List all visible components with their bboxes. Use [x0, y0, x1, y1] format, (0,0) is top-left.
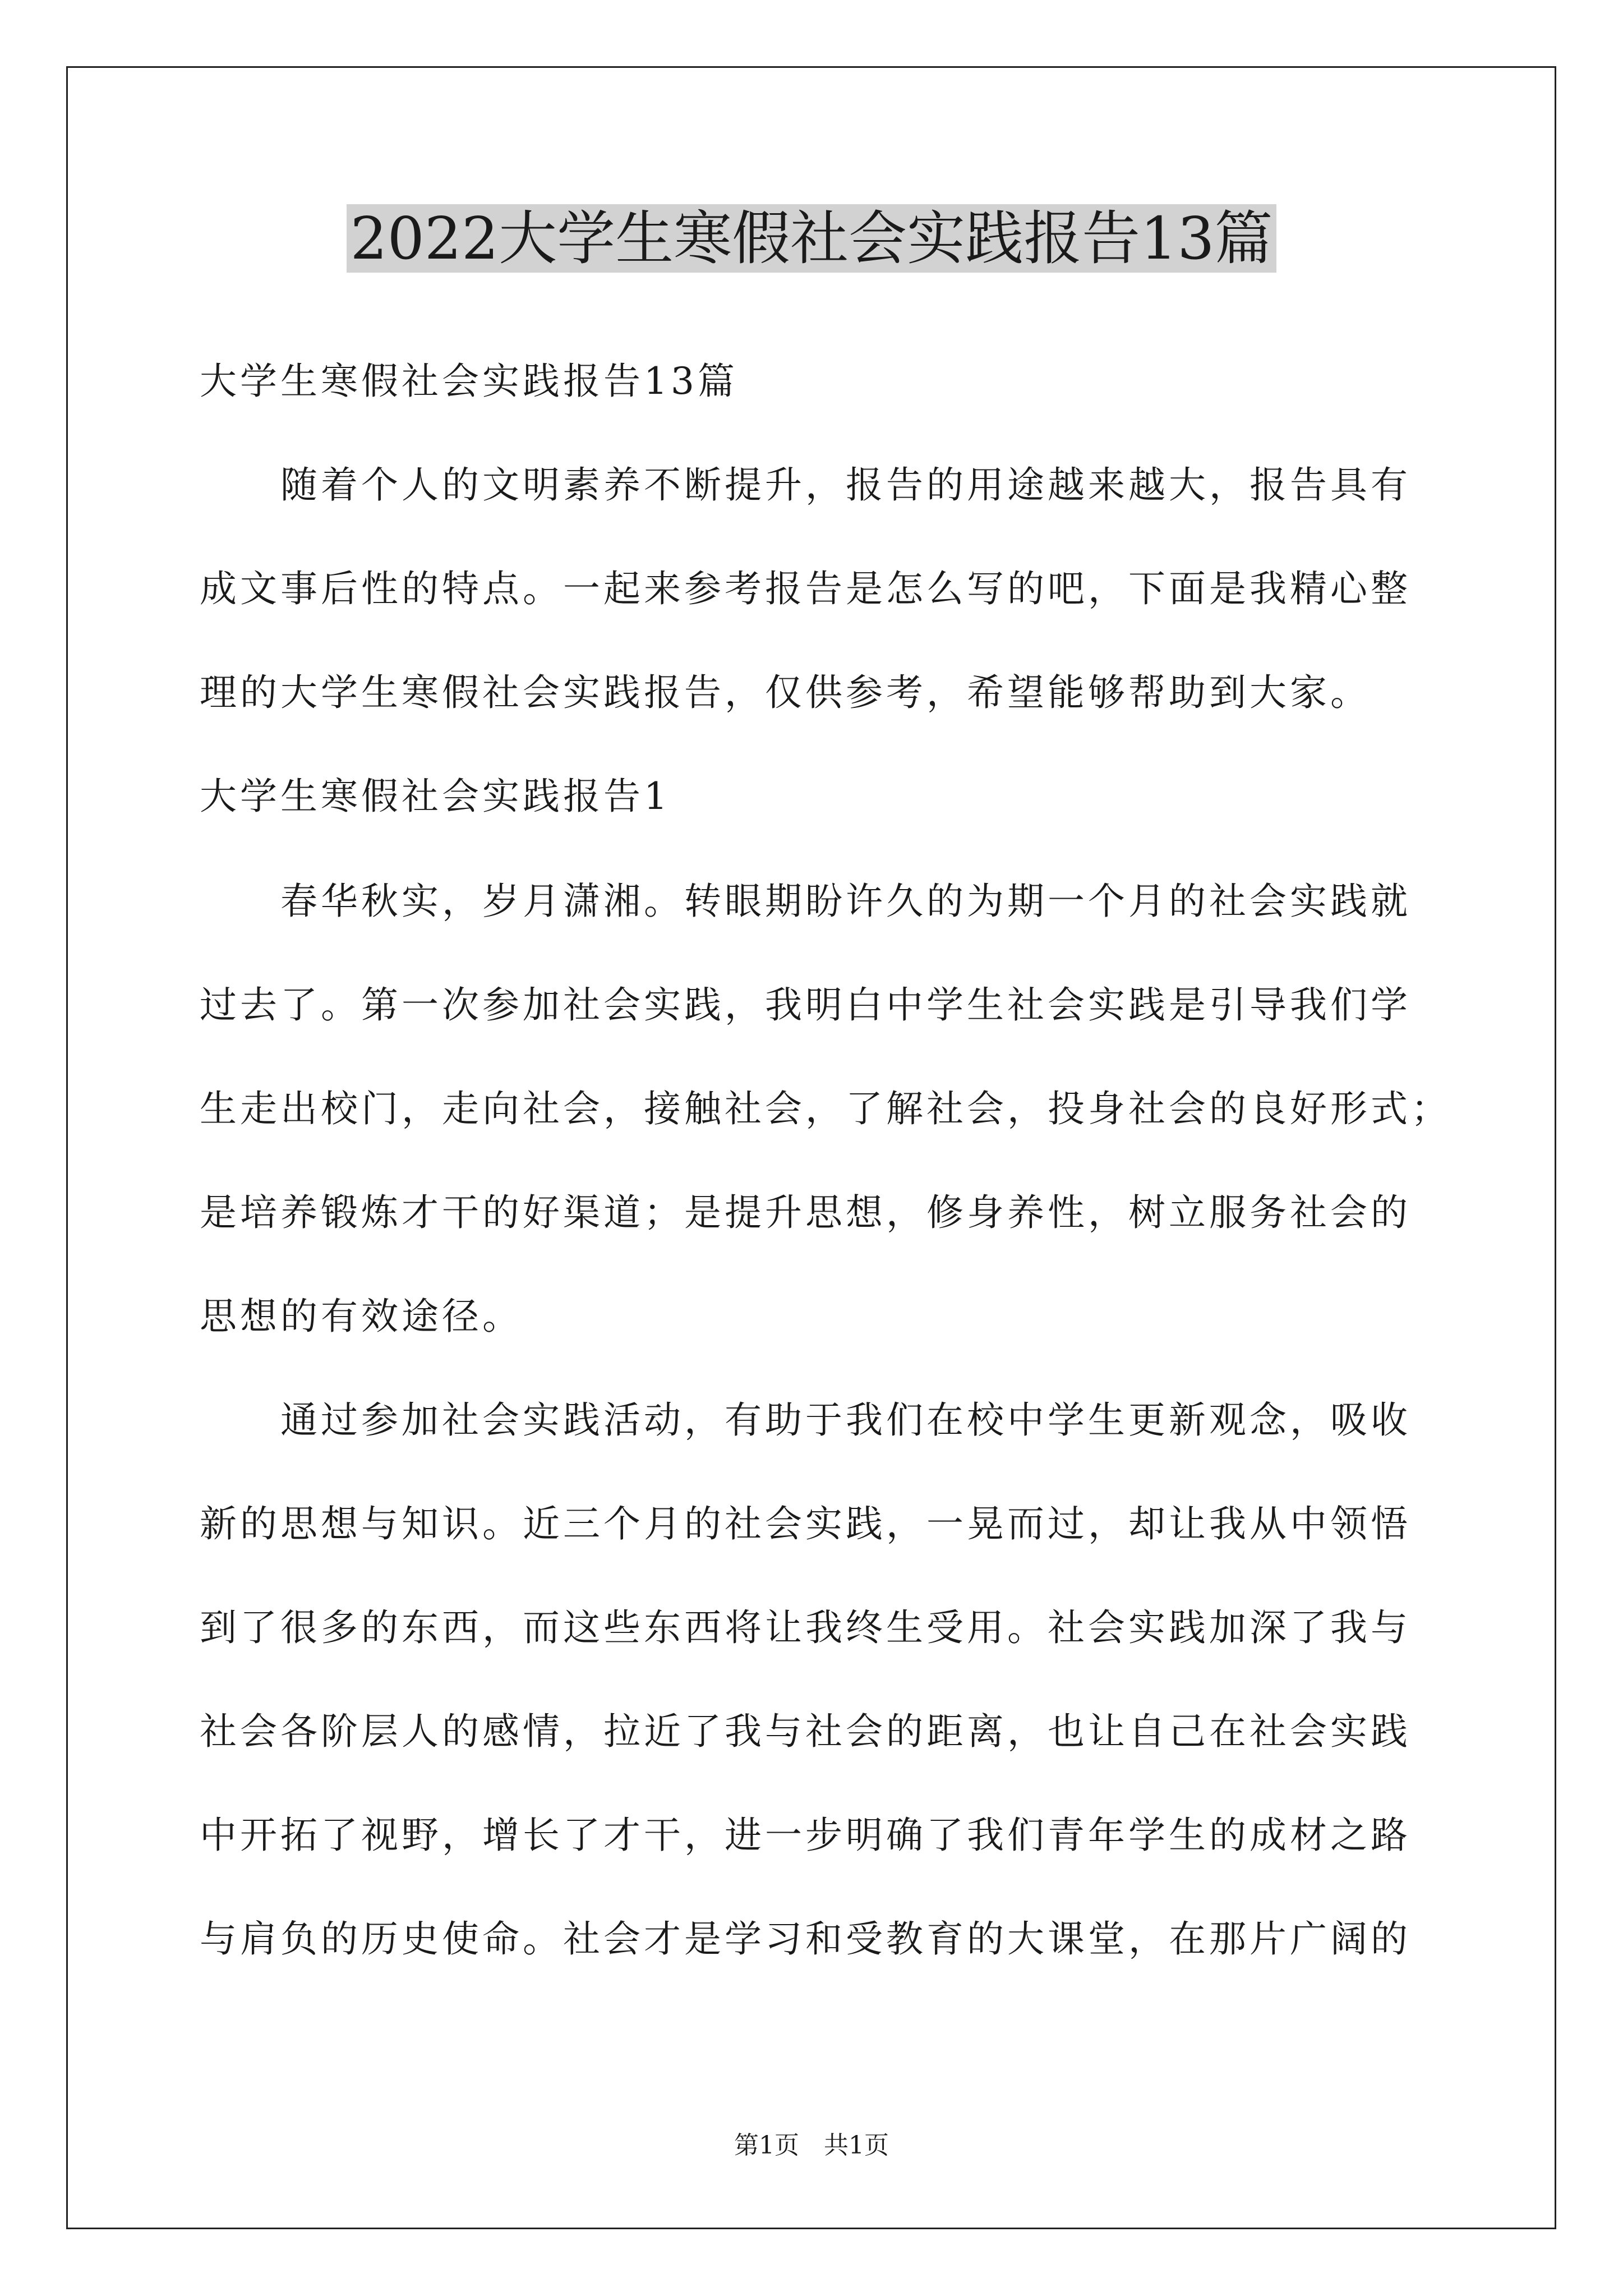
paragraph1-line: 是培养锻炼才干的好渠道；是提升思想，修身养性，树立服务社会的: [200, 1191, 1411, 1234]
paragraph2-line: 中开拓了视野，增长了才干，进一步明确了我们青年学生的成材之路: [200, 1814, 1411, 1857]
intro-line: 成文事后性的特点。一起来参考报告是怎么写的吧，下面是我精心整: [200, 567, 1411, 610]
intro-line: 随着个人的文明素养不断提升，报告的用途越来越大，报告具有: [280, 463, 1411, 507]
section-heading: 大学生寒假社会实践报告1: [200, 775, 671, 818]
paragraph2-line: 社会各阶层人的感情，拉近了我与社会的距离，也让自己在社会实践: [200, 1710, 1411, 1753]
intro-line: 理的大学生寒假社会实践报告，仅供参考，希望能够帮助到大家。: [200, 671, 1371, 714]
paragraph2-line: 到了很多的东西，而这些东西将让我终生受用。社会实践加深了我与: [200, 1606, 1411, 1649]
paragraph1-line: 生走出校门，走向社会，接触社会，了解社会，投身社会的良好形式；: [200, 1087, 1451, 1130]
paragraph1-line: 思想的有效途径。: [200, 1295, 523, 1338]
document-subtitle: 大学生寒假社会实践报告13篇: [200, 360, 738, 403]
paragraph2-line: 通过参加社会实践活动，有助于我们在校中学生更新观念，吸收: [280, 1398, 1411, 1442]
paragraph2-line: 与肩负的历史使命。社会才是学习和受教育的大课堂，在那片广阔的: [200, 1917, 1411, 1961]
paragraph1-line: 过去了。第一次参加社会实践，我明白中学生社会实践是引导我们学: [200, 983, 1411, 1027]
document-title: 2022大学生寒假社会实践报告13篇: [0, 199, 1623, 278]
page-footer: 第1页 共1页: [734, 2131, 889, 2160]
paragraph2-line: 新的思想与知识。近三个月的社会实践，一晃而过，却让我从中领悟: [200, 1502, 1411, 1545]
paragraph1-line: 春华秋实，岁月潇湘。转眼期盼许久的为期一个月的社会实践就: [280, 880, 1411, 923]
